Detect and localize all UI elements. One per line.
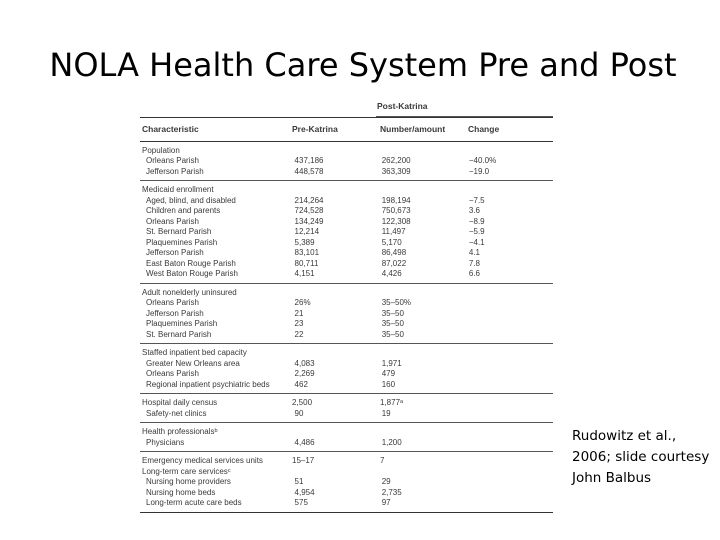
post-katrina-cell: [382, 438, 469, 449]
table-body: [140, 142, 553, 513]
post-katrina-cell: [382, 359, 469, 370]
row-label: [140, 238, 295, 249]
post-katrina-cell: [382, 167, 469, 178]
row-label: [140, 196, 295, 207]
citation-credit: Rudowitz et al., 2006; slide courtesy John Balbus: [572, 428, 710, 486]
change-cell: [469, 319, 553, 330]
table-row: [140, 438, 553, 449]
table-group-header: [140, 99, 553, 117]
post-katrina-cell-text: 97: [381, 498, 391, 507]
pre-katrina-cell-text: 2,269: [294, 369, 315, 378]
pre-katrina-cell: [295, 298, 382, 309]
row-label-text: East Baton Rouge Parish: [146, 258, 236, 268]
post-katrina-cell-text: 160: [381, 379, 396, 389]
change-cell: [469, 156, 553, 167]
pre-katrina-cell-text: 12,214: [294, 227, 320, 236]
table-section: [140, 344, 553, 394]
change-cell: [469, 269, 553, 280]
pre-katrina-cell: [295, 488, 382, 499]
row-label: [140, 227, 295, 238]
change-cell: [468, 398, 553, 409]
pre-katrina-cell: [295, 196, 382, 207]
change-cell: [469, 309, 553, 320]
change-cell-text: 6.6: [468, 269, 480, 278]
post-katrina-cell: [382, 248, 469, 259]
row-label-text: Regional inpatient psychiatric beds: [146, 379, 270, 389]
post-katrina-cell: [382, 477, 469, 488]
table-section: [140, 181, 553, 284]
pre-katrina-cell-text: 26%: [294, 298, 311, 307]
pre-katrina-cell-text: 4,151: [294, 269, 315, 278]
pre-katrina-cell-text: 724,528: [294, 206, 324, 215]
pre-katrina-cell-text: 5,389: [294, 237, 315, 247]
post-katrina-cell: [380, 456, 468, 467]
pre-katrina-cell: [292, 288, 380, 299]
row-label: [140, 409, 295, 420]
table-row: [140, 477, 553, 488]
post-katrina-cell: [382, 498, 469, 509]
change-cell: [468, 288, 553, 299]
change-cell: [469, 409, 553, 420]
change-cell: [469, 438, 553, 449]
change-cell: [469, 380, 553, 391]
table-row: [140, 456, 553, 467]
post-katrina-cell: [382, 488, 469, 499]
post-katrina-cell: [382, 309, 469, 320]
post-katrina-cell: [382, 298, 469, 309]
table-row: [140, 217, 553, 228]
row-label: [140, 380, 295, 391]
row-label: [140, 330, 295, 341]
table-row: [140, 206, 553, 217]
change-cell-text: 7.8: [468, 258, 480, 268]
table-row: [140, 380, 553, 391]
row-label-text: Orleans Parish: [146, 369, 199, 378]
post-katrina-cell-text: 2,735: [381, 487, 402, 497]
pre-katrina-cell-text: 575: [294, 498, 308, 507]
row-label-text: Long-term care services: [142, 466, 228, 476]
row-label: [140, 319, 295, 330]
row-label: [140, 498, 295, 509]
row-label-text: Orleans Parish: [146, 156, 199, 165]
post-katrina-cell: [382, 409, 469, 420]
change-cell-text: −7.5: [468, 195, 485, 205]
table-row: [140, 298, 553, 309]
table-row: [140, 498, 553, 509]
row-label-text: West Baton Rouge Parish: [146, 269, 238, 278]
row-label-text: Health professionals: [142, 427, 215, 436]
row-label: [140, 359, 295, 370]
post-katrina-cell-text: 4,426: [381, 269, 402, 278]
pre-katrina-cell-text: 437,186: [294, 156, 324, 165]
row-label: [140, 488, 295, 499]
section-header-row: [140, 467, 553, 478]
pre-katrina-cell: [295, 330, 382, 341]
post-katrina-cell: [382, 206, 469, 217]
pre-katrina-cell: [295, 369, 382, 380]
row-label: [140, 467, 292, 478]
pre-katrina-cell-text: 15–17: [292, 456, 315, 465]
row-label-text: Nursing home beds: [146, 487, 216, 497]
change-cell: [469, 259, 553, 270]
pre-katrina-cell-text: 21: [294, 308, 304, 318]
pre-katrina-cell: [295, 409, 382, 420]
row-label-text: Long-term acute care beds: [146, 498, 242, 507]
post-katrina-cell-text: 87,022: [381, 258, 407, 268]
row-label-text: Orleans Parish: [146, 216, 199, 226]
row-label: [140, 398, 292, 409]
post-katrina-cell: [380, 185, 468, 196]
post-katrina-cell-text: 363,309: [381, 166, 411, 176]
pre-katrina-cell-text: 462: [294, 379, 308, 389]
row-label-text: Jefferson Parish: [146, 248, 204, 257]
change-cell: [468, 427, 553, 438]
pre-katrina-cell: [295, 498, 382, 509]
post-katrina-cell: [380, 467, 468, 478]
post-katrina-cell-text: 1,877: [380, 398, 401, 407]
row-label-text: Plaquemines Parish: [146, 237, 218, 247]
pre-katrina-cell: [295, 217, 382, 228]
row-label: [140, 156, 295, 167]
pre-katrina-cell: [295, 309, 382, 320]
table-row: [140, 369, 553, 380]
post-katrina-cell: [382, 217, 469, 228]
section-header-row: [140, 185, 553, 196]
table-row: [140, 359, 553, 370]
pre-katrina-cell: [295, 156, 382, 167]
pre-katrina-cell-text: 214,264: [294, 195, 324, 205]
row-label-text: Jefferson Parish: [146, 166, 204, 176]
change-cell-text: −19.0: [468, 166, 490, 176]
post-katrina-cell-text: 35–50%: [381, 298, 412, 307]
change-cell: [468, 185, 553, 196]
table-row: [140, 269, 553, 280]
table-section: [140, 394, 553, 423]
change-cell: [469, 206, 553, 217]
table-row: [140, 319, 553, 330]
column-header: Pre-Katrina: [292, 124, 338, 134]
post-katrina-cell: [380, 146, 468, 157]
change-cell-text: −4.1: [468, 237, 485, 247]
section-header-row: [140, 348, 553, 359]
post-katrina-cell: [380, 398, 468, 409]
table-row: [140, 330, 553, 341]
post-katrina-cell-text: 479: [381, 369, 396, 378]
post-katrina-cell-text: 1,971: [381, 358, 402, 368]
pre-katrina-cell: [295, 380, 382, 391]
change-cell: [469, 238, 553, 249]
change-cell: [469, 248, 553, 259]
group-header-rule: [376, 116, 553, 117]
change-cell: [469, 217, 553, 228]
row-label-text: Physicians: [146, 437, 185, 447]
change-cell: [469, 330, 553, 341]
column-header: Number/amount: [380, 124, 446, 134]
row-label-text: Aged, blind, and disabled: [146, 195, 236, 205]
row-label: [140, 456, 292, 467]
table-row: [140, 167, 553, 178]
column-headers: [140, 117, 553, 142]
post-katrina-cell-text: 11,497: [381, 227, 406, 236]
post-katrina-cell: [382, 330, 469, 341]
post-katrina-cell-text: 35–50: [381, 308, 404, 318]
change-cell-text: −40.0%: [468, 156, 497, 165]
pre-katrina-cell-text: 448,578: [294, 166, 324, 176]
table-row: [140, 238, 553, 249]
post-katrina-cell: [382, 196, 469, 207]
table-section: [140, 142, 553, 182]
change-cell-text: −8.9: [468, 216, 485, 226]
post-katrina-cell-text: 35–50: [381, 319, 404, 328]
post-katrina-cell-text: 1,200: [381, 437, 402, 447]
footnote-marker: c: [227, 467, 231, 474]
pre-katrina-cell: [295, 319, 382, 330]
row-label: [140, 146, 292, 157]
table-row: [140, 309, 553, 320]
post-katrina-cell-text: 35–50: [381, 329, 404, 339]
pre-katrina-cell: [292, 348, 380, 359]
row-label-text: Adult nonelderly uninsured: [142, 287, 237, 297]
change-cell: [469, 477, 553, 488]
pre-katrina-cell: [295, 248, 382, 259]
row-label: [140, 248, 295, 259]
row-label: [140, 298, 295, 309]
row-label: [140, 348, 292, 359]
table-row: [140, 196, 553, 207]
row-label-text: Nursing home providers: [146, 477, 231, 486]
table-section: [140, 423, 553, 452]
row-label-text: Population: [142, 145, 180, 155]
row-label-text: Staffed inpatient bed capacity: [142, 348, 247, 357]
post-katrina-cell: [382, 259, 469, 270]
post-katrina-cell-text: 262,200: [381, 156, 411, 165]
row-label-text: Medicaid enrollment: [142, 185, 214, 194]
row-label-text: St. Bernard Parish: [146, 329, 212, 339]
pre-katrina-cell-text: 80,711: [294, 258, 319, 268]
change-cell: [468, 467, 553, 478]
post-katrina-cell-text: 19: [381, 408, 391, 418]
row-label-text: Greater New Orleans area: [146, 358, 240, 368]
pre-katrina-cell-text: 2,500: [292, 398, 313, 407]
pre-katrina-cell: [295, 206, 382, 217]
row-label-text: St. Bernard Parish: [146, 227, 212, 236]
change-cell: [468, 348, 553, 359]
table-row: [140, 227, 553, 238]
pre-katrina-cell: [295, 227, 382, 238]
pre-katrina-cell-text: 90: [294, 408, 304, 418]
change-cell: [469, 227, 553, 238]
pre-katrina-cell-text: 4,486: [294, 437, 315, 447]
pre-katrina-cell: [292, 467, 380, 478]
post-katrina-cell-text: 122,308: [381, 216, 411, 226]
change-cell: [469, 488, 553, 499]
post-katrina-cell: [382, 380, 469, 391]
pre-katrina-cell: [295, 269, 382, 280]
pre-katrina-cell-text: 51: [294, 477, 304, 486]
post-katrina-cell: [380, 427, 468, 438]
pre-katrina-cell: [292, 185, 380, 196]
change-cell: [468, 146, 553, 157]
pre-katrina-cell: [295, 477, 382, 488]
change-cell-text: −5.9: [468, 227, 485, 236]
post-katrina-header: Post-Katrina: [377, 101, 428, 111]
post-katrina-cell: [380, 288, 468, 299]
change-cell-text: 3.6: [468, 206, 480, 215]
table-row: [140, 248, 553, 259]
data-table: [140, 99, 553, 513]
pre-katrina-cell: [295, 438, 382, 449]
pre-katrina-cell: [292, 456, 380, 467]
post-katrina-cell-text: 198,194: [381, 195, 411, 205]
row-label: [140, 369, 295, 380]
column-header: Change: [468, 124, 500, 134]
post-katrina-cell: [382, 227, 469, 238]
row-label: [140, 427, 292, 438]
pre-katrina-cell-text: 22: [294, 329, 304, 339]
row-label: [140, 185, 292, 196]
section-header-row: [140, 288, 553, 299]
post-katrina-cell-text: 29: [381, 477, 391, 486]
section-header-row: [140, 146, 553, 157]
row-label-text: Plaquemines Parish: [146, 319, 218, 328]
pre-katrina-cell: [292, 146, 380, 157]
change-cell-text: 4.1: [468, 248, 480, 257]
post-katrina-cell: [382, 238, 469, 249]
section-header-row: [140, 427, 553, 438]
row-label: [140, 288, 292, 299]
post-katrina-cell-text: 750,673: [381, 206, 411, 215]
post-katrina-cell: [382, 319, 469, 330]
pre-katrina-cell: [295, 238, 382, 249]
row-label-text: Orleans Parish: [146, 298, 199, 307]
post-katrina-cell-text: 7: [380, 456, 385, 465]
table-section: [140, 284, 553, 345]
row-label-text: Emergency medical services units: [142, 456, 263, 465]
row-label: [140, 269, 295, 280]
post-katrina-cell: [382, 369, 469, 380]
post-katrina-cell-text: 5,170: [381, 237, 402, 247]
change-cell: [469, 298, 553, 309]
row-label: [140, 167, 295, 178]
row-label: [140, 438, 295, 449]
change-cell: [469, 498, 553, 509]
post-katrina-cell-text: 86,498: [381, 248, 407, 257]
change-cell: [469, 167, 553, 178]
slide-title: NOLA Health Care System Pre and Post: [49, 46, 677, 84]
pre-katrina-cell: [292, 398, 380, 409]
row-label: [140, 309, 295, 320]
row-label: [140, 477, 295, 488]
row-label: [140, 259, 295, 270]
post-katrina-cell: [382, 156, 469, 167]
table-row: [140, 488, 553, 499]
post-katrina-cell: [382, 269, 469, 280]
pre-katrina-cell-text: 4,954: [294, 487, 315, 497]
pre-katrina-cell-text: 23: [294, 319, 304, 328]
column-header: Characteristic: [142, 124, 199, 134]
pre-katrina-cell-text: 83,101: [294, 248, 320, 257]
table-section: [140, 452, 553, 513]
change-cell: [469, 196, 553, 207]
row-label: [140, 217, 295, 228]
row-label-text: Safety-net clinics: [146, 408, 207, 418]
post-katrina-cell: [380, 348, 468, 359]
footnote-marker: b: [214, 428, 218, 434]
pre-katrina-cell: [295, 167, 382, 178]
table-row: [140, 156, 553, 167]
footnote-marker: a: [400, 399, 404, 405]
change-cell: [469, 359, 553, 370]
pre-katrina-cell-text: 4,083: [294, 358, 315, 368]
row-label-text: Children and parents: [146, 206, 221, 215]
pre-katrina-cell: [292, 427, 380, 438]
pre-katrina-cell: [295, 259, 382, 270]
row-label-text: Hospital daily census: [142, 398, 218, 407]
pre-katrina-cell: [295, 359, 382, 370]
row-label: [140, 206, 295, 217]
pre-katrina-cell-text: 134,249: [294, 216, 324, 226]
row-label-text: Jefferson Parish: [146, 308, 204, 318]
table-row: [140, 259, 553, 270]
table-row: [140, 409, 553, 420]
change-cell: [468, 456, 553, 467]
table-row: [140, 398, 553, 409]
change-cell: [469, 369, 553, 380]
